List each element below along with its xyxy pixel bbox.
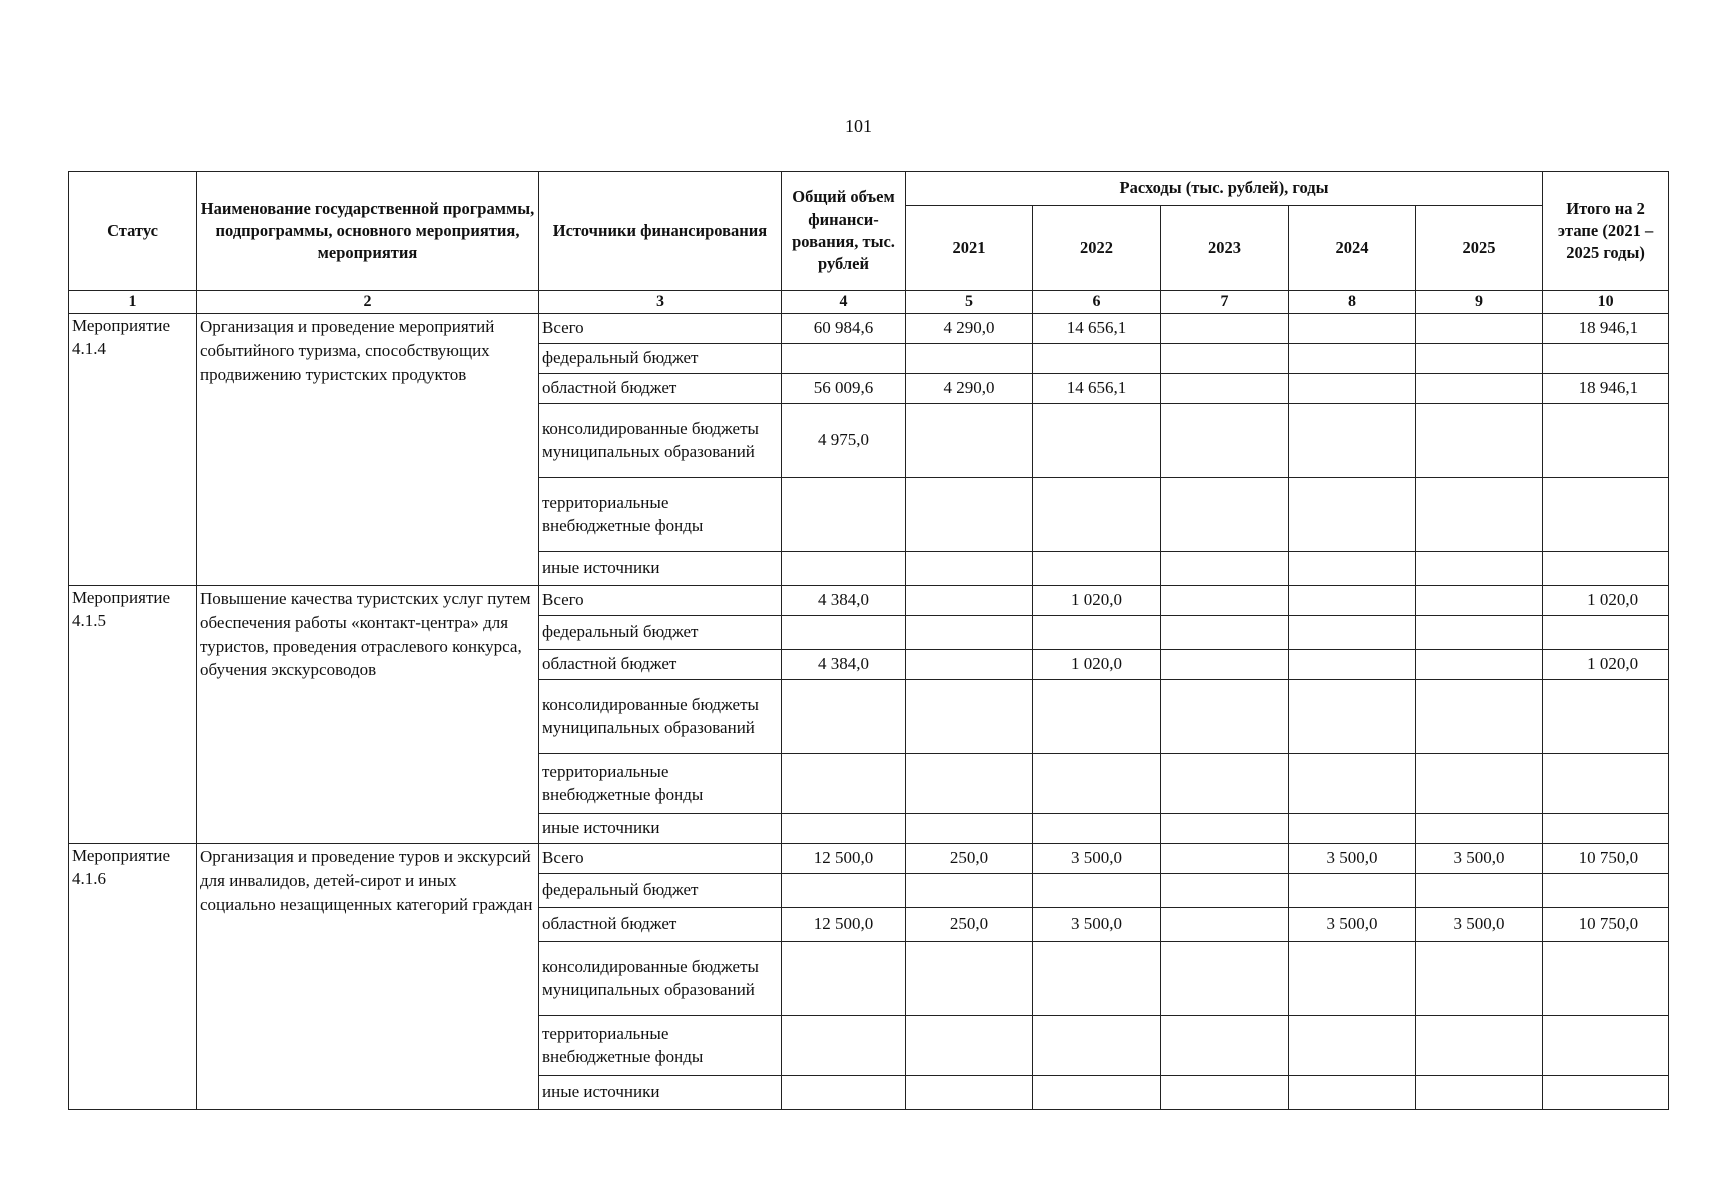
amount-cell (906, 344, 1033, 374)
amount-cell (1416, 754, 1543, 814)
amount-cell: 1 020,0 (1033, 650, 1161, 680)
amount-cell (1033, 552, 1161, 586)
header-expenses: Расходы (тыс. рублей), годы (906, 172, 1543, 206)
header-total-volume: Общий объем финанси-рования, тыс. рублей (782, 172, 906, 291)
amount-cell (782, 814, 906, 844)
amount-cell (1416, 374, 1543, 404)
total-cell (1543, 404, 1669, 478)
amount-cell (1289, 344, 1416, 374)
amount-cell (1161, 374, 1289, 404)
amount-cell (1161, 942, 1289, 1016)
amount-cell: 1 020,0 (1033, 586, 1161, 616)
total-cell: 18 946,1 (1543, 314, 1669, 344)
amount-cell: 4 290,0 (906, 374, 1033, 404)
column-number: 5 (906, 291, 1033, 314)
amount-cell (1416, 478, 1543, 552)
measure-status: Мероприятие 4.1.4 (69, 314, 197, 586)
amount-cell (1416, 942, 1543, 1016)
amount-cell: 14 656,1 (1033, 314, 1161, 344)
amount-cell: 4 290,0 (906, 314, 1033, 344)
amount-cell (1416, 586, 1543, 616)
amount-cell (1033, 344, 1161, 374)
amount-cell: 12 500,0 (782, 908, 906, 942)
amount-cell: 250,0 (906, 908, 1033, 942)
amount-cell (1161, 908, 1289, 942)
amount-cell (1161, 586, 1289, 616)
table-row (69, 314, 1669, 344)
header-itogo: Итого на 2 этапе (2021 – 2025 годы) (1543, 172, 1669, 291)
amount-cell (1033, 942, 1161, 1016)
funding-source: иные источники (539, 1076, 782, 1110)
amount-cell (1161, 754, 1289, 814)
amount-cell (1161, 814, 1289, 844)
measure-status: Мероприятие 4.1.6 (69, 844, 197, 1110)
table-header (69, 172, 1669, 314)
amount-cell (1161, 844, 1289, 874)
amount-cell (1289, 754, 1416, 814)
amount-cell (1033, 1016, 1161, 1076)
funding-source: иные источники (539, 552, 782, 586)
amount-cell (1416, 344, 1543, 374)
funding-source: федеральный бюджет (539, 874, 782, 908)
amount-cell (906, 1076, 1033, 1110)
total-cell (1543, 478, 1669, 552)
amount-cell (1161, 1016, 1289, 1076)
amount-cell (782, 754, 906, 814)
column-number: 10 (1543, 291, 1669, 314)
amount-cell: 3 500,0 (1289, 844, 1416, 874)
total-cell (1543, 680, 1669, 754)
amount-cell: 250,0 (906, 844, 1033, 874)
funding-source: территориальные внебюджетные фонды (539, 754, 782, 814)
amount-cell (1161, 344, 1289, 374)
funding-source: Всего (539, 314, 782, 344)
funding-source: Всего (539, 586, 782, 616)
amount-cell (1416, 404, 1543, 478)
amount-cell: 3 500,0 (1416, 908, 1543, 942)
amount-cell (1289, 650, 1416, 680)
amount-cell (1033, 874, 1161, 908)
amount-cell (782, 680, 906, 754)
amount-cell (1033, 1076, 1161, 1110)
total-cell: 10 750,0 (1543, 908, 1669, 942)
amount-cell: 12 500,0 (782, 844, 906, 874)
amount-cell (1161, 1076, 1289, 1110)
amount-cell (1416, 814, 1543, 844)
amount-cell (906, 680, 1033, 754)
amount-cell (906, 814, 1033, 844)
amount-cell: 14 656,1 (1033, 374, 1161, 404)
amount-cell (1033, 478, 1161, 552)
amount-cell (1161, 616, 1289, 650)
header-sources: Источники финансирования (539, 172, 782, 291)
funding-source: Всего (539, 844, 782, 874)
header-year: 2022 (1033, 206, 1161, 291)
financing-table (68, 171, 1669, 1110)
funding-source: территориальные внебюджетные фонды (539, 478, 782, 552)
amount-cell (1416, 1016, 1543, 1076)
amount-cell (1033, 680, 1161, 754)
amount-cell (1289, 1076, 1416, 1110)
amount-cell: 3 500,0 (1289, 908, 1416, 942)
amount-cell (1161, 552, 1289, 586)
amount-cell (782, 942, 906, 1016)
measure-status: Мероприятие 4.1.5 (69, 586, 197, 844)
column-number: 4 (782, 291, 906, 314)
total-cell (1543, 942, 1669, 1016)
amount-cell (906, 874, 1033, 908)
total-cell (1543, 1016, 1669, 1076)
amount-cell (1416, 616, 1543, 650)
amount-cell (1289, 552, 1416, 586)
column-number: 3 (539, 291, 782, 314)
total-cell (1543, 1076, 1669, 1110)
column-number: 2 (197, 291, 539, 314)
table-row (69, 844, 1669, 874)
amount-cell (1289, 1016, 1416, 1076)
amount-cell (1416, 680, 1543, 754)
total-cell (1543, 344, 1669, 374)
header-status: Статус (69, 172, 197, 291)
amount-cell (1033, 404, 1161, 478)
table-row (69, 586, 1669, 616)
amount-cell (1416, 650, 1543, 680)
header-year: 2023 (1161, 206, 1289, 291)
amount-cell: 56 009,6 (782, 374, 906, 404)
amount-cell (1416, 1076, 1543, 1110)
amount-cell (1289, 616, 1416, 650)
funding-source: федеральный бюджет (539, 616, 782, 650)
amount-cell (1289, 478, 1416, 552)
table-body (69, 314, 1669, 1110)
amount-cell: 4 384,0 (782, 650, 906, 680)
amount-cell: 60 984,6 (782, 314, 906, 344)
funding-source: консолидированные бюджеты муниципальных образований (539, 942, 782, 1016)
page-number: 101 (845, 116, 872, 136)
amount-cell (1161, 314, 1289, 344)
amount-cell (1416, 552, 1543, 586)
amount-cell: 3 500,0 (1033, 908, 1161, 942)
amount-cell (1416, 874, 1543, 908)
header-year: 2021 (906, 206, 1033, 291)
amount-cell (1416, 314, 1543, 344)
amount-cell (1289, 874, 1416, 908)
amount-cell: 3 500,0 (1416, 844, 1543, 874)
amount-cell (1033, 814, 1161, 844)
amount-cell: 4 384,0 (782, 586, 906, 616)
amount-cell (1289, 942, 1416, 1016)
amount-cell (1289, 814, 1416, 844)
total-cell (1543, 552, 1669, 586)
total-cell (1543, 814, 1669, 844)
column-number: 6 (1033, 291, 1161, 314)
amount-cell (782, 1076, 906, 1110)
total-cell (1543, 616, 1669, 650)
amount-cell (1161, 650, 1289, 680)
amount-cell (1033, 754, 1161, 814)
header-name: Наименование государственной программы, подпрограммы, основного мероприятия, мероприятия (197, 172, 539, 291)
amount-cell (906, 650, 1033, 680)
column-number: 7 (1161, 291, 1289, 314)
amount-cell (782, 344, 906, 374)
amount-cell (906, 404, 1033, 478)
amount-cell (782, 1016, 906, 1076)
funding-source: федеральный бюджет (539, 344, 782, 374)
measure-name: Повышение качества туристских услуг путем обеспечения работы «контакт-центра» для туристов, проведения отраслевого конкурса, обучения экскурсоводов (197, 586, 539, 844)
funding-source: областной бюджет (539, 374, 782, 404)
measure-name: Организация и проведение туров и экскурсий для инвалидов, детей-сирот и иных социально незащищенных категорий граждан (197, 844, 539, 1110)
total-cell: 10 750,0 (1543, 844, 1669, 874)
column-numbers-row (69, 291, 1669, 314)
amount-cell (906, 616, 1033, 650)
amount-cell (906, 942, 1033, 1016)
column-number: 1 (69, 291, 197, 314)
funding-source: областной бюджет (539, 908, 782, 942)
total-cell: 18 946,1 (1543, 374, 1669, 404)
column-number: 8 (1289, 291, 1416, 314)
amount-cell (782, 874, 906, 908)
amount-cell (1289, 586, 1416, 616)
total-cell (1543, 874, 1669, 908)
amount-cell: 3 500,0 (1033, 844, 1161, 874)
amount-cell (1161, 680, 1289, 754)
funding-source: иные источники (539, 814, 782, 844)
amount-cell (1161, 874, 1289, 908)
amount-cell (782, 478, 906, 552)
amount-cell (906, 1016, 1033, 1076)
funding-source: территориальные внебюджетные фонды (539, 1016, 782, 1076)
total-cell (1543, 754, 1669, 814)
amount-cell (1289, 680, 1416, 754)
header-year: 2025 (1416, 206, 1543, 291)
total-cell: 1 020,0 (1543, 650, 1669, 680)
measure-name: Организация и проведение мероприятий событийного туризма, способствующих продвижению туристских продуктов (197, 314, 539, 586)
funding-source: консолидированные бюджеты муниципальных образований (539, 404, 782, 478)
funding-source: консолидированные бюджеты муниципальных образований (539, 680, 782, 754)
amount-cell (1161, 478, 1289, 552)
amount-cell (1033, 616, 1161, 650)
column-number: 9 (1416, 291, 1543, 314)
amount-cell (1289, 314, 1416, 344)
total-cell: 1 020,0 (1543, 586, 1669, 616)
header-year: 2024 (1289, 206, 1416, 291)
amount-cell (782, 552, 906, 586)
funding-source: областной бюджет (539, 650, 782, 680)
amount-cell (1161, 404, 1289, 478)
amount-cell (782, 616, 906, 650)
amount-cell (906, 586, 1033, 616)
amount-cell: 4 975,0 (782, 404, 906, 478)
amount-cell (906, 552, 1033, 586)
amount-cell (1289, 404, 1416, 478)
amount-cell (1289, 374, 1416, 404)
amount-cell (906, 754, 1033, 814)
amount-cell (906, 478, 1033, 552)
